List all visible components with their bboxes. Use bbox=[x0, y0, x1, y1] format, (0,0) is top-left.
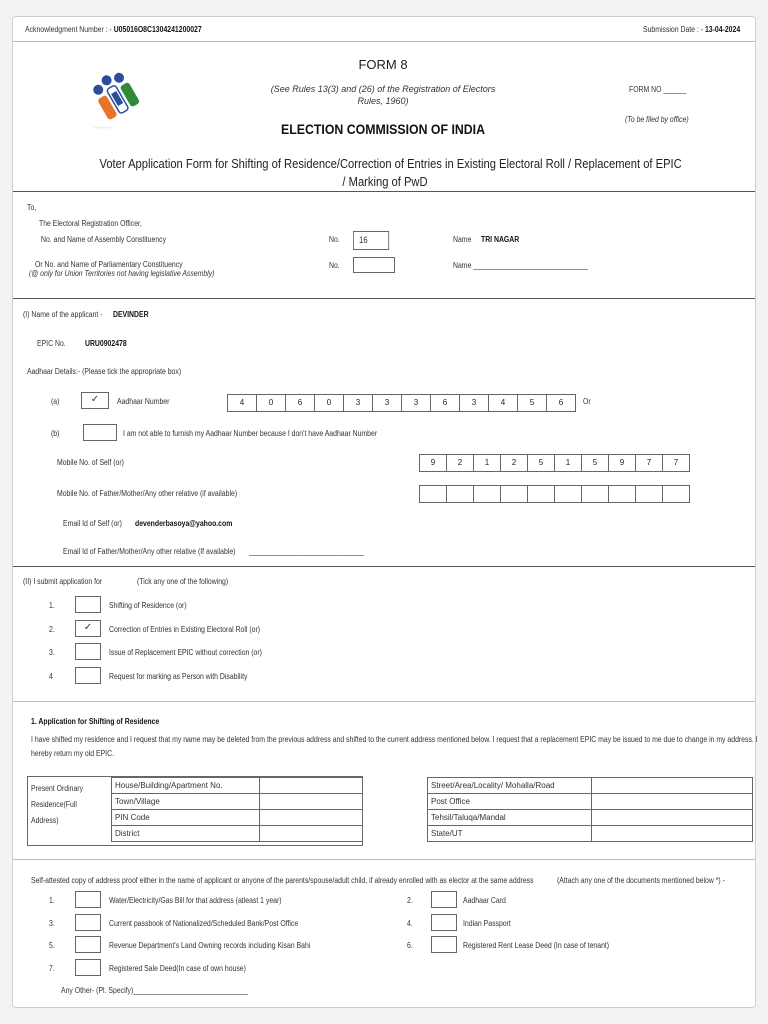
pc-note: (@ only for Union Territories not having legislative Assembly) bbox=[29, 269, 215, 278]
option-a-label: (a) bbox=[51, 397, 60, 406]
email-self-value: devenderbasoya@yahoo.com bbox=[135, 519, 233, 528]
document-number: 1. bbox=[49, 896, 55, 905]
application-option-checkbox[interactable] bbox=[75, 667, 101, 684]
document-checkbox[interactable] bbox=[431, 891, 457, 908]
document-checkbox[interactable] bbox=[431, 914, 457, 931]
town-input[interactable] bbox=[260, 794, 363, 810]
aadhaar-digit-cell[interactable]: 4 bbox=[488, 394, 518, 412]
document-number: 6. bbox=[407, 941, 413, 950]
district-input[interactable] bbox=[260, 826, 363, 842]
mobile-self-digit-cell[interactable]: 2 bbox=[500, 454, 528, 472]
shifting-text-line-2: hereby return my old EPIC. bbox=[31, 749, 114, 758]
mobile-self-digit-cell[interactable]: 9 bbox=[608, 454, 636, 472]
application-option-checkbox[interactable] bbox=[75, 596, 101, 613]
mobile-self-digit-cell[interactable]: 1 bbox=[473, 454, 501, 472]
present-address-label-1: Present Ordinary bbox=[31, 784, 84, 793]
submission-date bbox=[643, 25, 740, 35]
street-input[interactable] bbox=[592, 778, 753, 794]
address-field-label: Tehsil/Taluqa/Mandal bbox=[428, 810, 592, 826]
mobile-relative-digit-cell[interactable] bbox=[419, 485, 447, 503]
mobile-self-digit-cell[interactable]: 1 bbox=[554, 454, 582, 472]
divider bbox=[13, 191, 755, 192]
shifting-text-line-1: I have shifted my residence and I request that my name may be deleted from the previous address and shifted to the current address mentioned below. I request that a replacement EPIC may be issued to me due to change in my address. I bbox=[31, 735, 758, 744]
ack-number bbox=[25, 25, 202, 35]
application-option-label: Shifting of Residence (or) bbox=[109, 601, 187, 610]
form-sheet bbox=[12, 16, 756, 1008]
pc-name-label: Name ______________________________ bbox=[453, 261, 589, 270]
application-option-label: Request for marking as Person with Disability bbox=[109, 671, 248, 681]
application-for-hint: (Tick any one of the following) bbox=[137, 577, 229, 586]
mobile-relative-digit-cell[interactable] bbox=[581, 485, 609, 503]
rules-line-1: (See Rules 13(3) and (26) of the Registration of Electors bbox=[270, 84, 496, 94]
aadhaar-checkbox[interactable]: ✓ bbox=[81, 392, 109, 409]
address-field-label: Post Office bbox=[428, 794, 592, 810]
document-label: Registered Sale Deed(In case of own house) bbox=[109, 963, 246, 973]
house-input[interactable] bbox=[260, 778, 363, 794]
email-relative-value: ______________________________ bbox=[249, 547, 364, 556]
table-row bbox=[112, 826, 363, 842]
address-field-label: State/UT bbox=[428, 826, 592, 842]
mobile-relative-digit-cell[interactable] bbox=[608, 485, 636, 503]
address-field-label: PIN Code bbox=[112, 810, 260, 826]
option-number: 3. bbox=[49, 648, 55, 657]
aadhaar-digit-cell[interactable]: 3 bbox=[459, 394, 489, 412]
aadhaar-digit-cell[interactable]: 6 bbox=[546, 394, 576, 412]
address-left-table bbox=[111, 777, 363, 842]
aadhaar-digit-cell[interactable]: 4 bbox=[227, 394, 257, 412]
to-label: To, bbox=[27, 203, 37, 212]
mobile-relative-digit-cell[interactable] bbox=[473, 485, 501, 503]
form-heading bbox=[53, 155, 717, 191]
epic-label: EPIC No. bbox=[37, 339, 66, 348]
mobile-self-digit-cell[interactable]: 9 bbox=[419, 454, 447, 472]
divider bbox=[13, 566, 755, 567]
table-row bbox=[428, 810, 753, 826]
no-aadhaar-checkbox[interactable] bbox=[83, 424, 117, 441]
state-input[interactable] bbox=[592, 826, 753, 842]
aadhaar-details-label: Aadhaar Details:- (Please tick the appropriate box) bbox=[27, 367, 182, 376]
any-other-label: Any Other- (Pl. Specify)______________________________ bbox=[61, 986, 249, 995]
address-proof-label: Self-attested copy of address proof either in the name of applicant or anyone of the parents/spouse/adult child, if already enrolled with as elector at the same address bbox=[31, 876, 534, 885]
mobile-self-field[interactable] bbox=[419, 454, 691, 472]
option-b-label: (b) bbox=[51, 429, 60, 438]
mobile-relative-digit-cell[interactable] bbox=[662, 485, 690, 503]
mobile-self-digit-cell[interactable]: 2 bbox=[446, 454, 474, 472]
present-address-label bbox=[31, 781, 83, 829]
ac-name-label: Name bbox=[453, 235, 472, 244]
commission-name: ELECTION COMMISSION OF INDIA bbox=[281, 121, 485, 137]
mobile-self-label: Mobile No. of Self (or) bbox=[57, 458, 124, 467]
no-aadhaar-label: I am not able to furnish my Aadhaar Number because I don't have Aadhaar Number bbox=[123, 429, 378, 438]
applicant-name-value: DEVINDER bbox=[113, 310, 149, 319]
document-number: 7. bbox=[49, 963, 55, 973]
svg-text:◦◦◦◦◦◦◦◦: ◦◦◦◦◦◦◦◦ bbox=[93, 125, 112, 130]
document-checkbox[interactable] bbox=[75, 959, 101, 976]
mobile-self-digit-cell[interactable]: 7 bbox=[662, 454, 690, 472]
tehsil-input[interactable] bbox=[592, 810, 753, 826]
option-number: 1. bbox=[49, 601, 55, 610]
address-right-table bbox=[427, 777, 753, 842]
ac-name-value: TRI NAGAR bbox=[481, 235, 520, 244]
application-for-label: (II) I submit application for bbox=[23, 577, 103, 586]
divider bbox=[13, 41, 755, 42]
post-office-input[interactable] bbox=[592, 794, 753, 810]
document-checkbox[interactable] bbox=[75, 936, 101, 953]
ack-value: U05016O8C1304241200027 bbox=[113, 25, 202, 34]
application-option-label: Issue of Replacement EPIC without correction (or) bbox=[109, 648, 262, 657]
aadhaar-digit-cell[interactable]: 5 bbox=[517, 394, 547, 412]
option-number: 2. bbox=[49, 624, 55, 634]
form-no: FORM NO ______ bbox=[629, 85, 687, 94]
mobile-self-digit-cell[interactable]: 5 bbox=[527, 454, 555, 472]
aadhaar-digit-cell[interactable]: 0 bbox=[314, 394, 344, 412]
shifting-title: 1. Application for Shifting of Residence bbox=[31, 717, 160, 726]
rules-line-2: Rules, 1960) bbox=[357, 96, 409, 106]
table-row bbox=[428, 794, 753, 810]
table-row bbox=[112, 810, 363, 826]
aadhaar-digit-cell[interactable]: 3 bbox=[372, 394, 402, 412]
form-heading-line-1: Voter Application Form for Shifting of Residence/Correction of Entries in Existing Electoral Roll / Replacement of EPIC bbox=[99, 156, 682, 171]
option-number: 4 bbox=[49, 671, 53, 681]
aadhaar-digit-cell[interactable]: 3 bbox=[343, 394, 373, 412]
present-address-label-2: Residence(Full bbox=[31, 800, 77, 809]
document-checkbox[interactable] bbox=[431, 936, 457, 953]
mobile-relative-digit-cell[interactable] bbox=[527, 485, 555, 503]
epic-value: URU0902478 bbox=[85, 339, 127, 348]
pc-no-field[interactable] bbox=[353, 257, 395, 273]
address-field-label: District bbox=[112, 826, 260, 842]
document-label: Indian Passport bbox=[463, 918, 511, 928]
mobile-self-digit-cell[interactable]: 7 bbox=[635, 454, 663, 472]
ac-label: No. and Name of Assembly Constituency bbox=[41, 235, 167, 244]
mobile-relative-digit-cell[interactable] bbox=[554, 485, 582, 503]
divider bbox=[13, 298, 755, 299]
aadhaar-digit-cell[interactable]: 6 bbox=[285, 394, 315, 412]
pin-input[interactable] bbox=[260, 810, 363, 826]
address-field-label: Town/Village bbox=[112, 794, 260, 810]
document-checkbox[interactable] bbox=[75, 891, 101, 908]
aadhaar-digit-cell[interactable]: 6 bbox=[430, 394, 460, 412]
address-field-label: Street/Area/Locality/ Mohalla/Road bbox=[428, 778, 592, 794]
applicant-name-label: (I) Name of the applicant - bbox=[23, 310, 103, 319]
email-relative-label: Email Id of Father/Mother/Any other relative (If available) bbox=[63, 547, 236, 556]
email-self-label: Email Id of Self (or) bbox=[63, 519, 122, 528]
eci-logo-icon bbox=[83, 63, 153, 133]
application-option-checkbox[interactable]: ✓ bbox=[75, 620, 101, 637]
aadhaar-digit-cell[interactable]: 0 bbox=[256, 394, 286, 412]
form-heading-line-2: / Marking of PwD bbox=[342, 174, 428, 189]
document-label: Revenue Department's Land Owning records including Kisan Bahi bbox=[109, 941, 311, 950]
divider bbox=[13, 701, 755, 702]
pc-label: Or No. and Name of Parliamentary Constituency bbox=[35, 260, 183, 269]
attach-hint: (Attach any one of the documents mentioned below *) - bbox=[557, 876, 725, 885]
document-number: 2. bbox=[407, 896, 413, 905]
form-title: FORM 8 bbox=[358, 57, 408, 72]
mobile-relative-digit-cell[interactable] bbox=[635, 485, 663, 503]
document-label: Water/Electricity/Gas Bill for that address (atleast 1 year) bbox=[109, 896, 282, 905]
mobile-relative-field[interactable] bbox=[419, 485, 691, 503]
document-label: Aadhaar Card bbox=[463, 896, 506, 905]
aadhaar-digit-cell[interactable]: 3 bbox=[401, 394, 431, 412]
table-row bbox=[428, 778, 753, 794]
document-number: 4. bbox=[407, 918, 413, 928]
pc-no-label: No. bbox=[329, 261, 340, 270]
rules-reference bbox=[263, 83, 503, 107]
shifting-text bbox=[31, 733, 758, 761]
aadhaar-number-field[interactable] bbox=[227, 394, 577, 412]
mobile-relative-label: Mobile No. of Father/Mother/Any other relative (if available) bbox=[57, 489, 238, 498]
ac-no-label: No. bbox=[329, 235, 340, 244]
table-row bbox=[112, 778, 363, 794]
ack-label: Acknowledgment Number : - bbox=[25, 25, 114, 34]
ac-no-field[interactable]: 16 bbox=[353, 231, 389, 250]
submission-value: 13-04-2024 bbox=[704, 25, 741, 34]
mobile-relative-digit-cell[interactable] bbox=[446, 485, 474, 503]
filed-by-office: (To be filed by office) bbox=[625, 115, 689, 124]
document-checkbox[interactable] bbox=[75, 914, 101, 931]
aadhaar-number-label: Aadhaar Number bbox=[117, 397, 170, 406]
submission-label: Submission Date : - bbox=[643, 25, 705, 34]
mobile-self-digit-cell[interactable]: 5 bbox=[581, 454, 609, 472]
application-option-checkbox[interactable] bbox=[75, 643, 101, 660]
table-row bbox=[112, 794, 363, 810]
or-label: Or bbox=[583, 397, 591, 406]
application-option-label: Correction of Entries in Existing Electoral Roll (or) bbox=[109, 624, 261, 634]
document-label: Registered Rent Lease Deed (In case of tenant) bbox=[463, 941, 610, 950]
document-number: 3. bbox=[49, 918, 55, 928]
document-number: 5. bbox=[49, 941, 55, 950]
address-field-label: House/Building/Apartment No. bbox=[112, 778, 260, 794]
present-address-label-3: Address) bbox=[31, 816, 59, 825]
document-label: Current passbook of Nationalized/Scheduled Bank/Post Office bbox=[109, 918, 299, 928]
mobile-relative-digit-cell[interactable] bbox=[500, 485, 528, 503]
ero-label: The Electoral Registration Officer, bbox=[39, 219, 142, 228]
divider bbox=[13, 859, 755, 860]
table-row bbox=[428, 826, 753, 842]
